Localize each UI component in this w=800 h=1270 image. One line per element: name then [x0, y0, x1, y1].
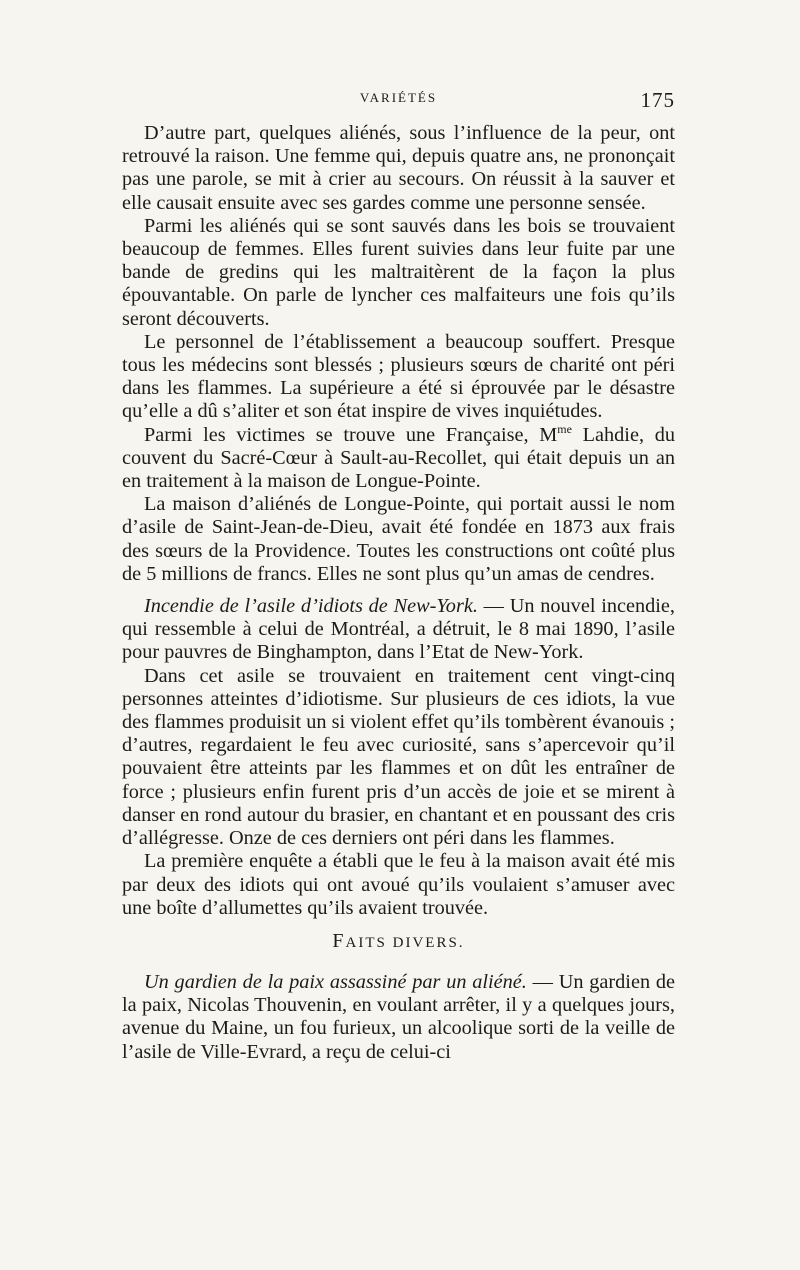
item-heading: Un gardien de la paix assassiné par un aliéné.: [144, 970, 527, 993]
item-heading: Incendie de l’asile d’idiots de New-York.: [144, 595, 478, 618]
paragraph: Le personnel de l’établissement a beaucoup souffert. Presque tous les médecins sont blessés ; plusieurs sœurs de charité ont péri dans les flammes. La supérieure a été si éprouvée par le désastre qu’elle a dû s’aliter et son état inspire de vives inquiétudes.: [122, 330, 675, 423]
paragraph-text: — Un nouvel incendie, qui ressemble à celui de Montréal, a détruit, le 8 mai 1890, l’asile pour pauvres de Binghampton, dans l’Etat de New-York.: [122, 595, 675, 664]
paragraph: [122, 595, 675, 665]
page-number: 175: [640, 88, 675, 112]
paragraph-text: Lahdie, du couvent du Sacré-Cœur à Sault-au-Recollet, qui était depuis un an en traitement à la maison de Longue-Pointe.: [122, 423, 675, 493]
paragraph: [122, 421, 675, 494]
paragraph: Dans cet asile se trouvaient en traitement cent vingt-cinq personnes atteintes d’idiotisme. Sur plusieurs de ces idiots, la vue des flammes produisit un si violent effet qu’ils tombèrent évanouis ; d’autres, regardaient le feu avec curiosité, sans s’apercevoir qu’il pouvaient être atteints par les flammes et on dût les entraîner de force ; plusieurs enfin furent pris d’un accès de joie et se mirent à danser en rond autour du brasier, en chantant et en poussant des cris d’allégresse. Onze de ces derniers ont péri dans les flammes.: [122, 664, 675, 850]
paragraph: [122, 971, 675, 1064]
section-heading: FAITS DIVERS.: [332, 929, 465, 952]
paragraph: La maison d’aliénés de Longue-Pointe, qui portait aussi le nom d’asile de Saint-Jean-de-Dieu, avait été fondée en 1873 aux frais des sœurs de la Providence. Toutes les constructions ont coûté plus de 5 millions de francs. Elles ne sont plus qu’un amas de cendres.: [122, 493, 675, 585]
abbreviation-superscript: me: [557, 421, 572, 436]
paragraph: Parmi les aliénés qui se sont sauvés dans les bois se trouvaient beaucoup de femmes. Elles furent suivies dans leur fuite par une bande de gredins qui les maltraitèrent de la façon la plus épouvantable. On parle de lyncher ces malfaiteurs une fois qu’ils seront découverts.: [122, 214, 675, 330]
paragraph-text: — Un gardien de la paix, Nicolas Thouvenin, en voulant arrêter, il y a quelques jours, avenue du Maine, un fou furieux, un alcoolique sorti de la veille de l’asile de Ville-Evrard, a reçu de celui-ci: [122, 970, 675, 1063]
paragraph: D’autre part, quelques aliénés, sous l’influence de la peur, ont retrouvé la raison. Une femme qui, depuis quatre ans, ne prononçait pas une parole, se mit à crier au secours. On réussit à la sauver et elle causait ensuite avec ses gardes comme une personne sensée.: [122, 122, 675, 214]
paragraph: La première enquête a établi que le feu à la maison avait été mis par deux des idiots qui ont avoué qu’ils voulaient s’amuser avec une boîte d’allumettes qu’ils avaient trouvée.: [122, 850, 675, 919]
paragraph-text: Parmi les victimes se trouve une Française, M: [144, 423, 558, 446]
running-title: VARIÉTÉS: [359, 90, 438, 105]
running-head: [122, 90, 675, 122]
